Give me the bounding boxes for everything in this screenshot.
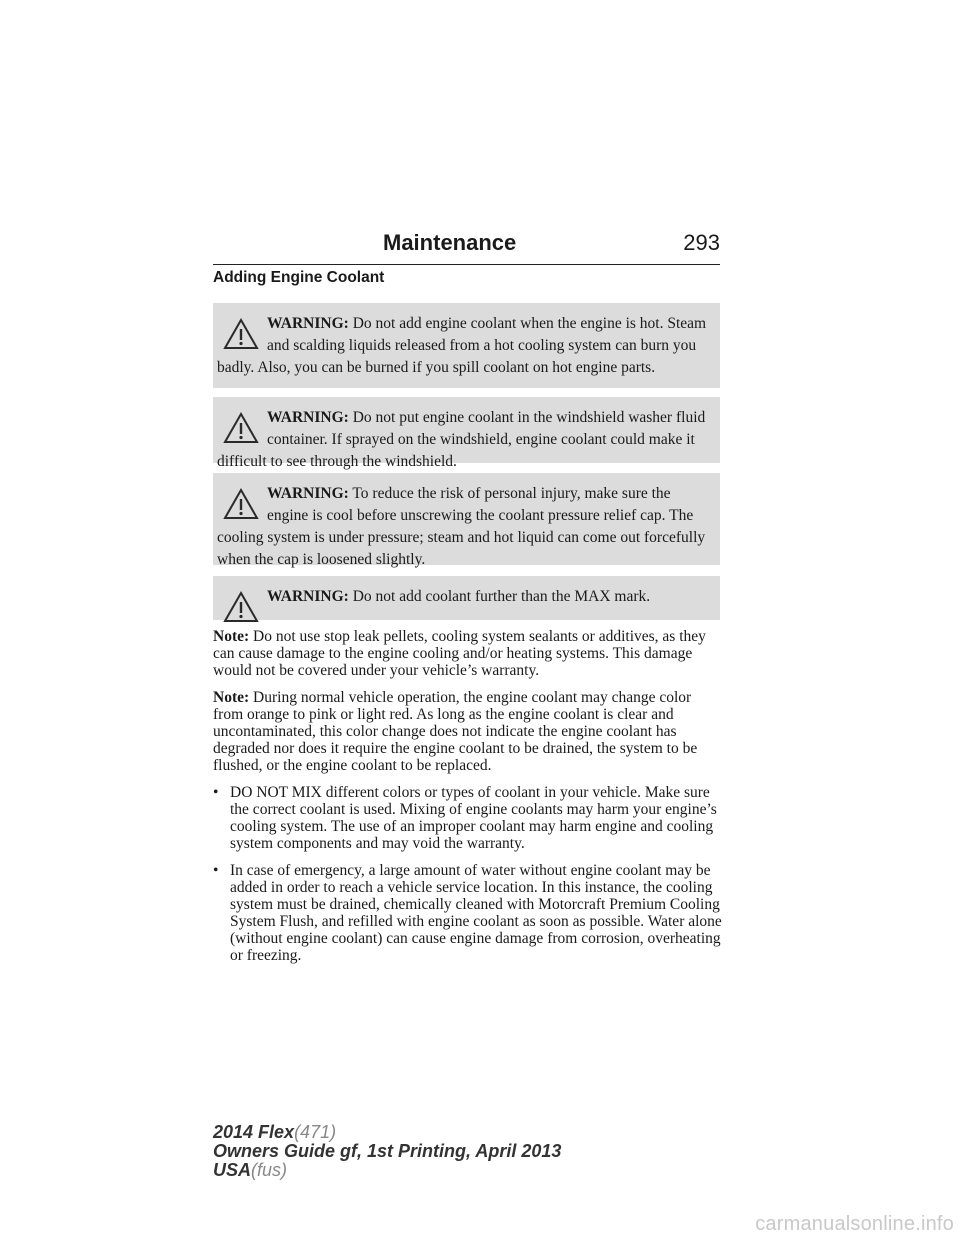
warning-label: WARNING:	[267, 485, 349, 502]
warning-triangle-icon	[221, 315, 261, 355]
warning-box	[213, 303, 720, 388]
body-content	[213, 628, 723, 974]
footer-market-code: (fus)	[251, 1160, 288, 1180]
note-paragraph	[213, 689, 723, 774]
warning-triangle-icon	[221, 588, 261, 628]
page-number: 293	[683, 230, 720, 255]
section-heading: Adding Engine Coolant	[213, 269, 385, 286]
note-text: During normal vehicle operation, the engine coolant may change color from orange to pink or light red. As long as the engine coolant is clear and uncontaminated, this color change does not indicate the engine coolant has degraded nor does it require the engine coolant to be drained, the system to be flushed, or the engine coolant to be replaced.	[213, 689, 698, 774]
warning-label: WARNING:	[267, 409, 349, 426]
page-footer	[213, 1123, 561, 1180]
footer-line-1	[213, 1123, 561, 1142]
footer-printing: Owners Guide gf, 1st Printing, April 2013	[213, 1141, 562, 1161]
warning-text: To reduce the risk of personal injury, make sure the engine is cool before unscrewing the coolant pressure relief cap. The cooling system is under pressure; steam and hot liquid can come out forcefully when the cap is loosened slightly.	[217, 485, 706, 568]
list-item-text: DO NOT MIX different colors or types of coolant in your vehicle. Make sure the correct coolant is used. Mixing of engine coolants may harm your engine’s cooling system. The use of an improper coolant may harm engine and cooling system components and may void the warranty.	[230, 784, 717, 852]
bullet-list	[213, 784, 723, 964]
bullet-icon: •	[213, 862, 219, 879]
warning-box	[213, 397, 720, 470]
footer-model: 2014 Flex	[213, 1122, 295, 1142]
footer-code: (471)	[294, 1122, 337, 1142]
note-label: Note:	[213, 628, 250, 645]
bullet-icon: •	[213, 784, 219, 801]
page-header	[213, 224, 720, 265]
list-item-text: In case of emergency, a large amount of water without engine coolant may be added in order to reach a vehicle service location. In this instance, the cooling system must be drained, chemically cleaned with Motorcraft Premium Cooling System Flush, and refilled with engine coolant as soon as possible. Water alone (without engine coolant) can cause engine damage from corrosion, overheating or freezing.	[230, 862, 722, 964]
list-item	[213, 784, 723, 852]
warning-text: Do not add engine coolant when the engine is hot. Steam and scalding liquids released from a hot cooling system can burn you badly. Also, you can be burned if you spill coolant on hot engine parts.	[217, 315, 707, 376]
warning-triangle-icon	[221, 485, 261, 525]
note-paragraph	[213, 628, 723, 679]
watermark: carmanualsonline.info	[755, 1213, 954, 1235]
footer-market: USA	[213, 1160, 252, 1180]
warning-triangle-icon	[221, 409, 261, 449]
warning-box	[213, 473, 720, 568]
section-title: Maintenance	[383, 230, 517, 255]
warning-label: WARNING:	[267, 315, 349, 332]
note-label: Note:	[213, 689, 250, 706]
note-text: Do not use stop leak pellets, cooling system sealants or additives, as they can cause damage to the engine cooling and/or heating systems. This damage would not be covered under your vehicle’s warranty.	[213, 628, 706, 679]
warning-text: Do not add coolant further than the MAX mark.	[352, 588, 651, 605]
list-item	[213, 862, 723, 964]
warning-label: WARNING:	[267, 588, 349, 605]
warning-box	[213, 576, 720, 620]
footer-line-3	[213, 1161, 561, 1180]
warning-text: Do not put engine coolant in the windshield washer fluid container. If sprayed on the windshield, engine coolant could make it difficult to see through the windshield.	[217, 409, 706, 470]
footer-line-2	[213, 1142, 561, 1161]
